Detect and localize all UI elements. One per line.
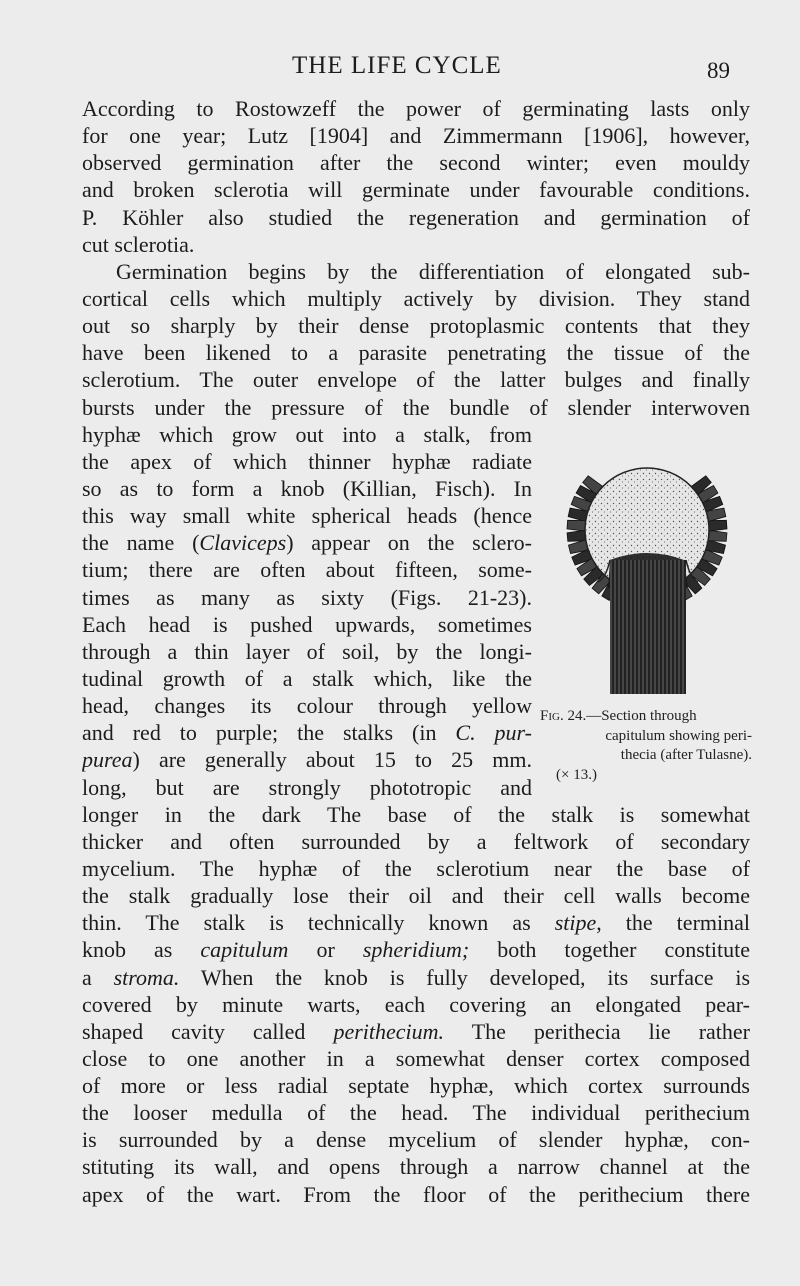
- text-line: for one year; Lutz [1904] and Zimmermann [1906], however,: [82, 123, 750, 149]
- text-line: tium; there are often about fifteen, some-: [82, 557, 532, 583]
- text-line-with-italic: purea) are generally about 15 to 25 mm.: [82, 747, 532, 773]
- text-line: tudinal growth of a stalk which, like the: [82, 665, 532, 691]
- text-line: stituting its wall, and opens through a narrow channel at the: [82, 1154, 750, 1180]
- text-line: mycelium. The hyphæ of the sclerotium near the base of: [82, 855, 750, 881]
- text-line: the stalk gradually lose their oil and their cell walls become: [82, 883, 750, 909]
- caption-label: Fig. 24.: [540, 708, 587, 724]
- text-line: close to one another in a somewhat denser cortex composed: [82, 1045, 750, 1071]
- text-line: the apex of which thinner hyphæ radiate: [82, 448, 532, 474]
- text-line: covered by minute warts, each covering an elongated pear-: [82, 991, 750, 1017]
- text-line: thicker and often surrounded by a feltwork of secondary: [82, 828, 750, 854]
- text-line: sclerotium. The outer envelope of the latter bulges and finally: [82, 367, 750, 393]
- text-line: hyphæ which grow out into a stalk, from: [82, 421, 532, 447]
- text-line: the looser medulla of the head. The individual perithecium: [82, 1100, 750, 1126]
- text-line: Germination begins by the differentiation of elongated sub-: [116, 258, 750, 284]
- text-line: cortical cells which multiply actively by division. They stand: [82, 285, 750, 311]
- text-line: According to Rostowzeff the power of germinating lasts only: [82, 96, 750, 121]
- text-line: have been likened to a parasite penetrating the tissue of the: [82, 340, 750, 366]
- running-title: THE LIFE CYCLE: [292, 52, 502, 79]
- text-line-with-italic: knob as capitulum or spheridium; both together constitute: [82, 937, 750, 963]
- text-line: of more or less radial septate hyphæ, which cortex surrounds: [82, 1073, 750, 1099]
- text-line: observed germination after the second winter; even mouldy: [82, 150, 750, 176]
- figure-caption: [540, 707, 752, 785]
- text-line: bursts under the pressure of the bundle of slender interwoven: [82, 394, 750, 420]
- caption-scale: (× 13.): [556, 766, 597, 783]
- text-line: apex of the wart. From the floor of the perithecium there: [82, 1181, 750, 1207]
- text-line-with-italic: a stroma. When the knob is fully developed, its surface is: [82, 964, 750, 990]
- caption-line: capitulum showing peri-: [605, 727, 752, 744]
- text-line: this way small white spherical heads (hence: [82, 503, 532, 529]
- text-line: and broken sclerotia will germinate under favourable conditions.: [82, 177, 750, 203]
- text-line-with-italic: and red to purple; the stalks (in C. pur-: [82, 720, 532, 746]
- text-line: times as many as sixty (Figs. 21-23).: [82, 584, 532, 610]
- figure-capitulum-section: [552, 448, 750, 703]
- text-line-with-italic: the name (Claviceps) appear on the sclero-: [82, 530, 532, 556]
- page-number: 89: [707, 58, 730, 83]
- stalk: [610, 560, 686, 694]
- text-line: cut sclerotia.: [82, 231, 195, 257]
- text-line-with-italic: thin. The stalk is technically known as stipe, the terminal: [82, 910, 750, 936]
- text-line: through a thin layer of soil, by the longi-: [82, 638, 532, 664]
- text-line: P. Köhler also studied the regeneration and germination of: [82, 204, 750, 230]
- text-line: head, changes its colour through yellow: [82, 693, 532, 719]
- text-line: long, but are strongly phototropic and: [82, 774, 532, 800]
- text-line: is surrounded by a dense mycelium of slender hyphæ, con-: [82, 1127, 750, 1153]
- caption-line: Fig. 24.—Section through: [540, 708, 697, 724]
- text-line: so as to form a knob (Killian, Fisch). In: [82, 475, 532, 501]
- capitulum-illustration: [552, 448, 750, 703]
- text-line: longer in the dark The base of the stalk is somewhat: [82, 801, 750, 827]
- text-line-with-italic: shaped cavity called perithecium. The perithecia lie rather: [82, 1018, 750, 1044]
- text-line: out so sharply by their dense protoplasmic contents that they: [82, 313, 750, 339]
- text-line: Each head is pushed upwards, sometimes: [82, 611, 532, 637]
- running-head: [0, 52, 800, 82]
- caption-line: thecia (after Tulasne).: [620, 747, 752, 763]
